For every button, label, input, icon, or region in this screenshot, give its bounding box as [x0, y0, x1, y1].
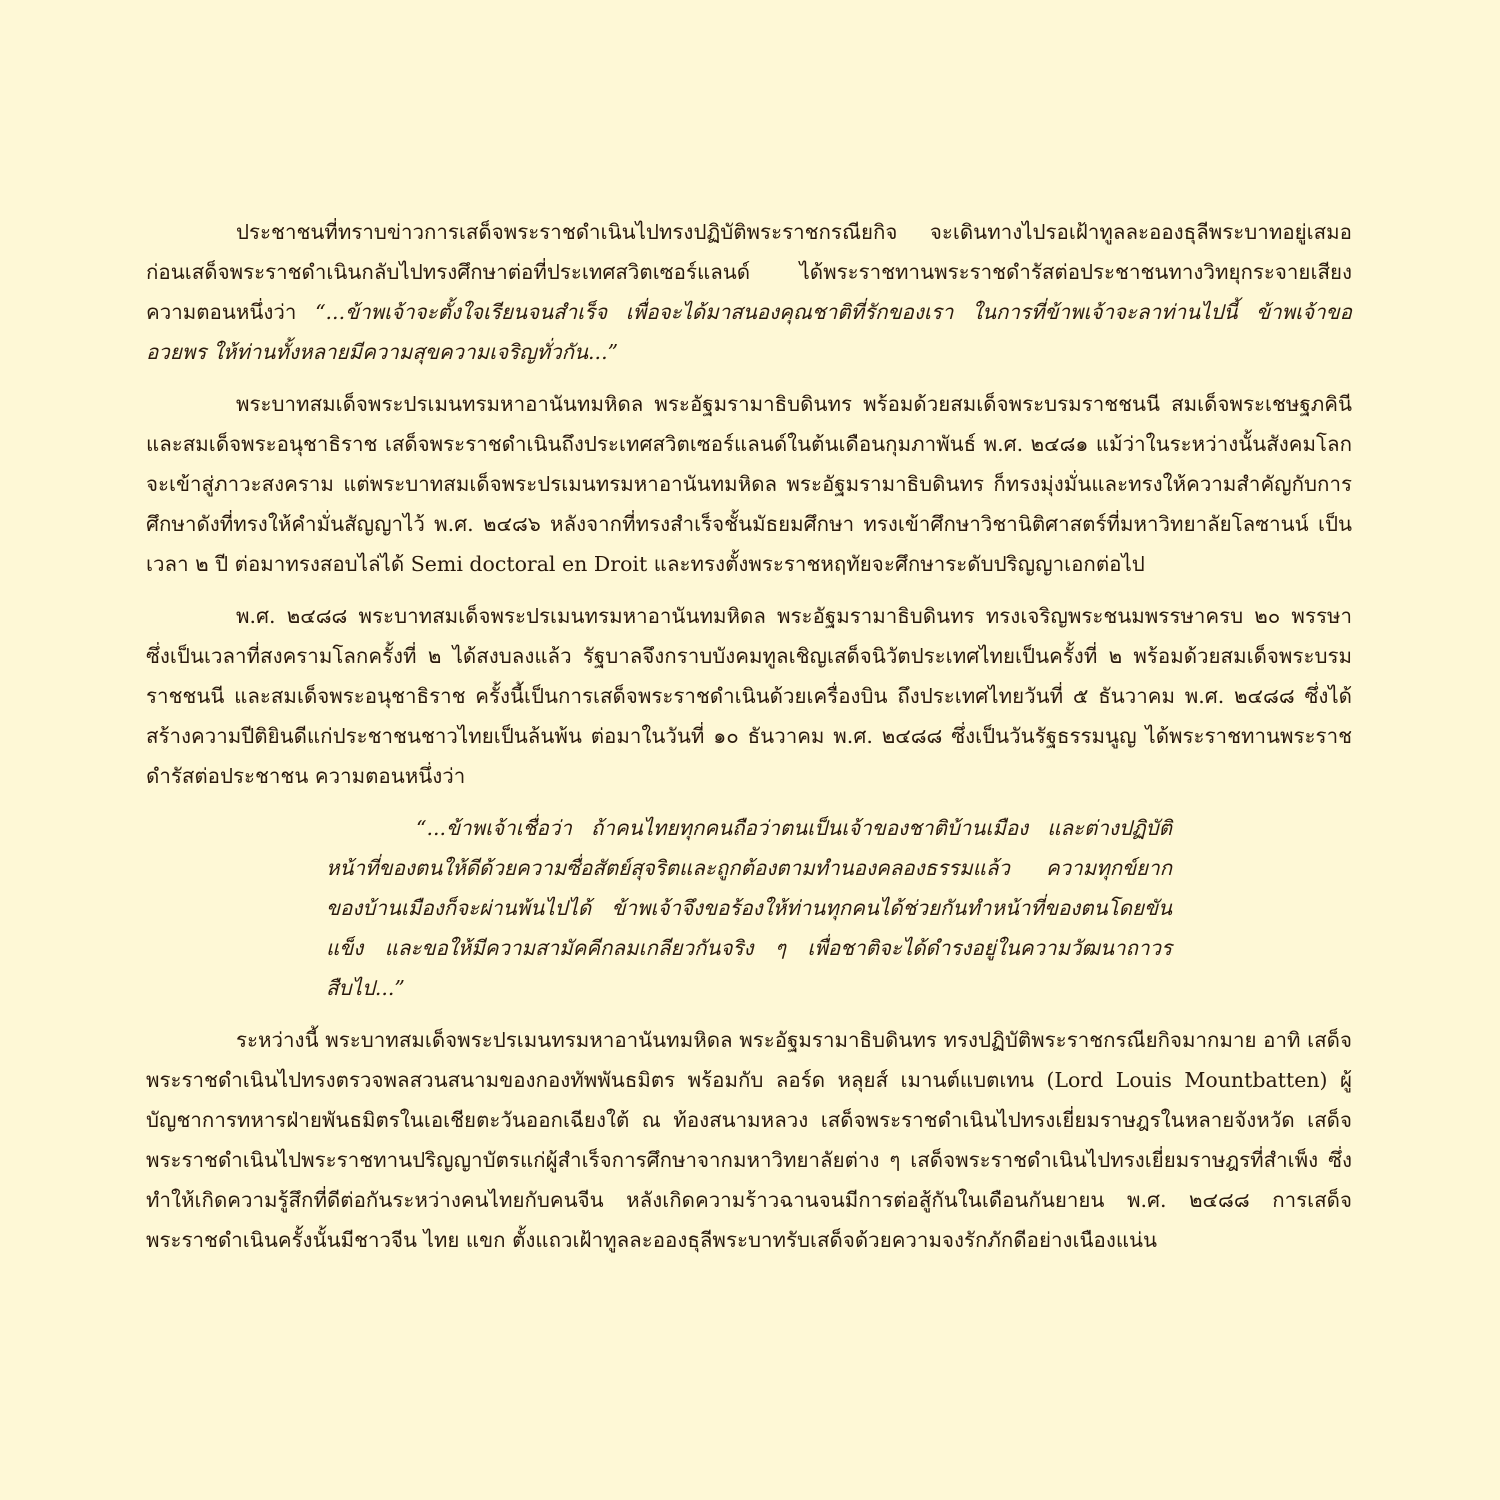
document-body	[146, 212, 1352, 1260]
paragraph-1-text: ประชาชนที่ทราบข่าวการเสด็จพระราชดำเนินไปทรงปฏิบัติพระราชกรณียกิจ จะเดินทางไปรอเฝ้าทูลละอองธุลีพระบาทอยู่เสมอ ก่อนเสด็จพระราชดำเนินกลับไปทรงศึกษาต่อที่ประเทศสวิตเซอร์แลนด์ ได้พระราชทานพระราชดำรัสต่อประชาชนทางวิทยุกระจายเสียง ความตอนหนึ่งว่า	[146, 220, 1352, 324]
paragraph-4: ระหว่างนี้ พระบาทสมเด็จพระปรเมนทรมหาอานันทมหิดล พระอัฐมรามาธิบดินทร ทรงปฏิบัติพระราชกรณียกิจมากมาย อาทิ เสด็จพระราชดำเนินไปทรงตรวจพลสวนสนามของกองทัพพันธมิตร พร้อมกับ ลอร์ด หลุยส์ เมานต์แบตเทน (Lord Louis Mountbatten) ผู้บัญชาการทหารฝ่ายพันธมิตรในเอเชียตะวันออกเฉียงใต้ ณ ท้องสนามหลวง เสด็จพระราชดำเนินไปทรงเยี่ยมราษฎรในหลายจังหวัด เสด็จพระราชดำเนินไปพระราชทานปริญญาบัตรแก่ผู้สำเร็จการศึกษาจากมหาวิทยาลัยต่าง ๆ เสด็จพระราชดำเนินไปทรงเยี่ยมราษฎรที่สำเพ็ง ซึ่งทำให้เกิดความรู้สึกที่ดีต่อกันระหว่างคนไทยกับคนจีน หลังเกิดความร้าวฉานจนมีการต่อสู้กันในเดือนกันยายน พ.ศ. ๒๔๘๘ การเสด็จพระราชดำเนินครั้งนั้นมีชาวจีน ไทย แขก ตั้งแถวเฝ้าทูลละอองธุลีพระบาทรับเสด็จด้วยความจงรักภักดีอย่างเนืองแน่น	[146, 1028, 1352, 1252]
paragraph-1-quote: “...ข้าพเจ้าจะตั้งใจเรียนจนสำเร็จ เพื่อจะได้มาสนองคุณชาติที่รักของเรา ในการที่ข้าพเจ้าจะลาท่านไปนี้ ข้าพเจ้าขออวยพร ให้ท่านทั้งหลายมีความสุขความเจริญทั่วกัน...”	[146, 300, 1352, 364]
paragraph-3: พ.ศ. ๒๔๘๘ พระบาทสมเด็จพระปรเมนทรมหาอานันทมหิดล พระอัฐมรามาธิบดินทร ทรงเจริญพระชนมพรรษาครบ ๒๐ พรรษา ซึ่งเป็นเวลาที่สงครามโลกครั้งที่ ๒ ได้สงบลงแล้ว รัฐบาลจึงกราบบังคมทูลเชิญเสด็จนิวัตประเทศไทยเป็นครั้งที่ ๒ พร้อมด้วยสมเด็จพระบรมราชชนนี และสมเด็จพระอนุชาธิราช ครั้งนี้เป็นการเสด็จพระราชดำเนินด้วยเครื่องบิน ถึงประเทศไทยวันที่ ๕ ธันวาคม พ.ศ. ๒๔๘๘ ซึ่งได้สร้างความปีติยินดีแก่ประชาชนชาวไทยเป็นล้นพ้น ต่อมาในวันที่ ๑๐ ธันวาคม พ.ศ. ๒๔๘๘ ซึ่งเป็นวันรัฐธรรมนูญ ได้พระราชทานพระราชดำรัสต่อประชาชน ความตอนหนึ่งว่า	[146, 604, 1352, 788]
paragraph-1	[146, 212, 1352, 372]
paragraph-2: พระบาทสมเด็จพระปรเมนทรมหาอานันทมหิดล พระอัฐมรามาธิบดินทร พร้อมด้วยสมเด็จพระบรมราชชนนี สมเด็จพระเชษฐภคินี และสมเด็จพระอนุชาธิราช เสด็จพระราชดำเนินถึงประเทศสวิตเซอร์แลนด์ในต้นเดือนกุมภาพันธ์ พ.ศ. ๒๔๘๑ แม้ว่าในระหว่างนั้นสังคมโลกจะเข้าสู่ภาวะสงคราม แต่พระบาทสมเด็จพระปรเมนทรมหาอานันทมหิดล พระอัฐมรามาธิบดินทร ก็ทรงมุ่งมั่นและทรงให้ความสำคัญกับการศึกษาดังที่ทรงให้คำมั่นสัญญาไว้ พ.ศ. ๒๔๘๖ หลังจากที่ทรงสำเร็จชั้นมัธยมศึกษา ทรงเข้าศึกษาวิชานิติศาสตร์ที่มหาวิทยาลัยโลซานน์ เป็นเวลา ๒ ปี ต่อมาทรงสอบไล่ได้ Semi doctoral en Droit และทรงตั้งพระราชหฤทัยจะศึกษาระดับปริญญาเอกต่อไป	[146, 392, 1352, 576]
royal-speech-quote: “...ข้าพเจ้าเชื่อว่า ถ้าคนไทยทุกคนถือว่าตนเป็นเจ้าของชาติบ้านเมือง และต่างปฏิบัติหน้าที่ของตนให้ดีด้วยความซื่อสัตย์สุจริตและถูกต้องตามทำนองคลองธรรมแล้ว ความทุกข์ยากของบ้านเมืองก็จะผ่านพ้นไปได้ ข้าพเจ้าจึงขอร้องให้ท่านทุกคนได้ช่วยกันทำหน้าที่ของตนโดยขันแข็ง และขอให้มีความสามัคคีกลมเกลียวกันจริง ๆ เพื่อชาติจะได้ดำรงอยู่ในความวัฒนาถาวรสืบไป...”	[326, 816, 1172, 1000]
